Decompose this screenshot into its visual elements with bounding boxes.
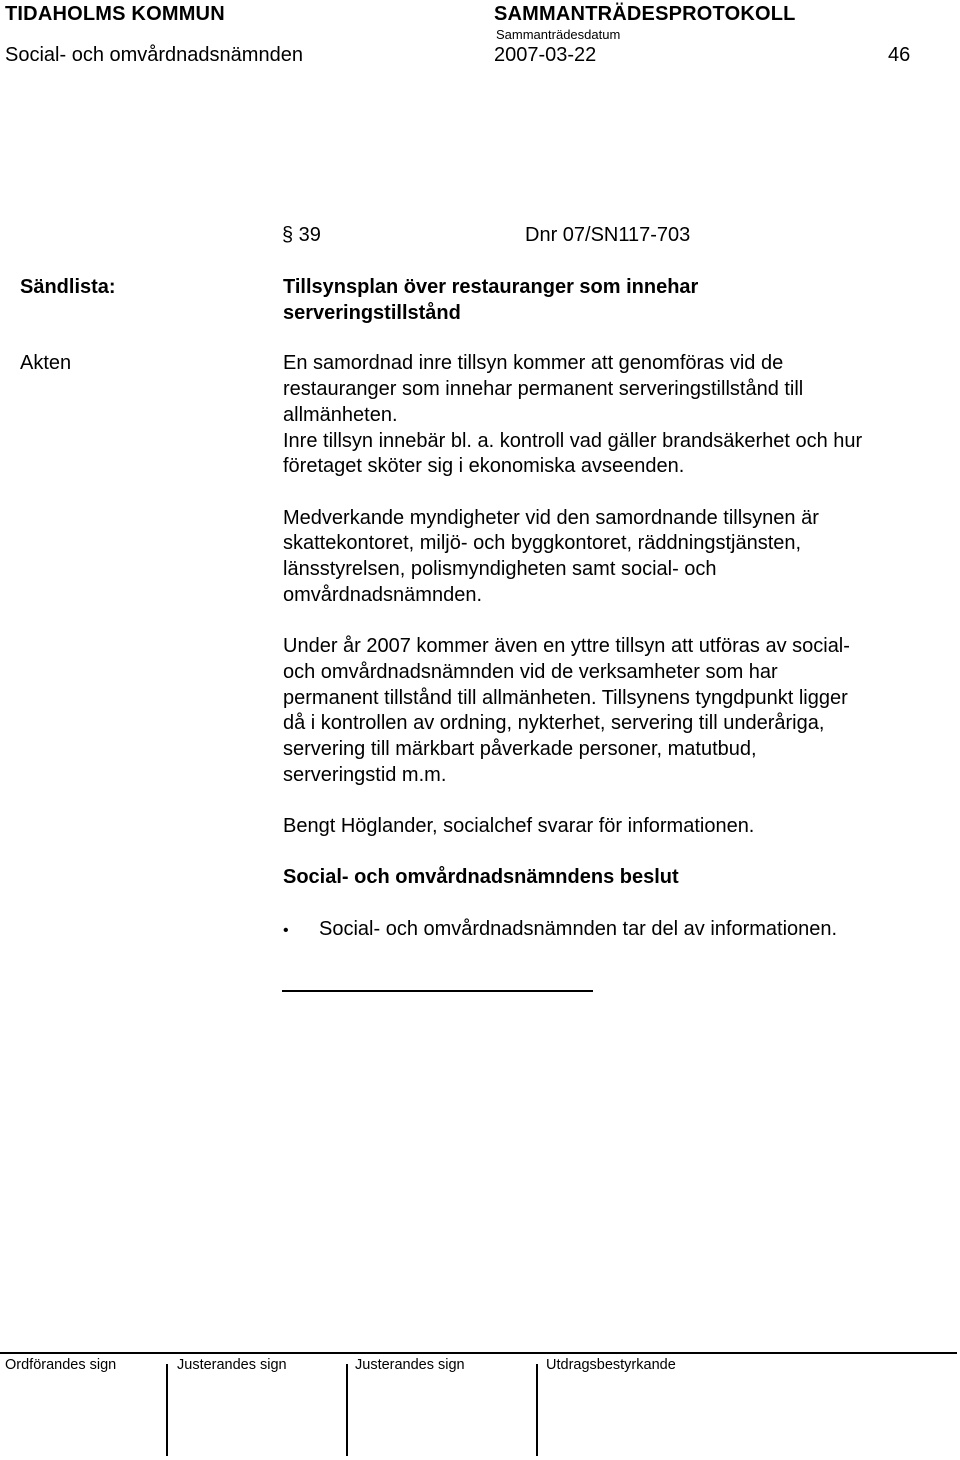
meeting-date: 2007-03-22 bbox=[494, 44, 597, 66]
certified-extract-label: Utdragsbestyrkande bbox=[546, 1357, 676, 1373]
committee-name: Social- och omvårdnadsnämnden bbox=[5, 44, 303, 66]
presenter-note: Bengt Höglander, socialchef svarar för informationen. bbox=[283, 815, 755, 838]
item-title-line: serveringstillstånd bbox=[283, 301, 461, 324]
paragraph-line: företaget sköter sig i ekonomiska avseenden. bbox=[283, 455, 685, 478]
adjuster-sign-label: Justerandes sign bbox=[177, 1357, 287, 1373]
diary-number: Dnr 07/SN117-703 bbox=[525, 224, 691, 246]
paragraph-line: skattekontoret, miljö- och byggkontoret, räddningstjänsten, bbox=[283, 532, 802, 555]
signature-bar-top bbox=[0, 1352, 957, 1354]
signature-divider bbox=[346, 1364, 348, 1456]
paragraph-line: Inre tillsyn innebär bl. a. kontroll vad gäller brandsäkerhet och hur bbox=[283, 429, 863, 452]
paragraph-outer-supervision bbox=[283, 634, 933, 788]
organization-name: TIDAHOLMS KOMMUN bbox=[5, 3, 225, 25]
chair-sign-label: Ordförandes sign bbox=[5, 1357, 117, 1373]
paragraph-line: omvårdnadsnämnden. bbox=[283, 583, 483, 606]
document-type: SAMMANTRÄDESPROTOKOLL bbox=[494, 3, 796, 25]
paragraph-line: En samordnad inre tillsyn kommer att genomföras vid de bbox=[283, 352, 784, 375]
signature-divider bbox=[536, 1364, 538, 1456]
send-list-recipient: Akten bbox=[20, 352, 72, 374]
decision-item bbox=[283, 917, 933, 944]
paragraph-line: Under år 2007 kommer även en yttre tillsyn att utföras av social- bbox=[283, 635, 850, 658]
end-rule bbox=[282, 990, 593, 992]
paragraph-line: restauranger som innehar permanent serveringstillstånd till bbox=[283, 378, 804, 401]
paragraph-line: Medverkande myndigheter vid den samordnande tillsynen är bbox=[283, 506, 819, 529]
bullet-icon: • bbox=[283, 921, 289, 939]
signature-divider bbox=[166, 1364, 168, 1456]
page-number: 46 bbox=[888, 44, 911, 66]
adjuster-sign-label: Justerandes sign bbox=[355, 1357, 465, 1373]
paragraph-inner-supervision bbox=[283, 351, 933, 480]
section-number: § 39 bbox=[282, 224, 321, 246]
item-title-line: Tillsynsplan över restauranger som innehar bbox=[283, 276, 699, 298]
paragraph-line: serveringstid m.m. bbox=[283, 763, 447, 786]
paragraph-line: allmänheten. bbox=[283, 403, 398, 426]
send-list-label: Sändlista: bbox=[20, 276, 116, 298]
paragraph-line: och omvårdnadsnämnden vid de verksamheter som har bbox=[283, 660, 778, 683]
decision-text: Social- och omvårdnadsnämnden tar del av informationen. bbox=[319, 917, 838, 940]
paragraph-line: länsstyrelsen, polismyndigheten samt social- och bbox=[283, 558, 717, 581]
paragraph-line: servering till märkbart påverkade personer, matutbud, bbox=[283, 737, 757, 760]
item-body bbox=[283, 275, 933, 944]
paragraph-line: permanent tillstånd till allmänheten. Tillsynens tyngdpunkt ligger bbox=[283, 686, 848, 709]
paragraph-line: då i kontrollen av ordning, nykterhet, servering till underåriga, bbox=[283, 712, 825, 735]
decision-heading: Social- och omvårdnadsnämndens beslut bbox=[283, 866, 679, 889]
meeting-date-label: Sammanträdesdatum bbox=[496, 27, 621, 42]
paragraph-authorities bbox=[283, 506, 933, 609]
